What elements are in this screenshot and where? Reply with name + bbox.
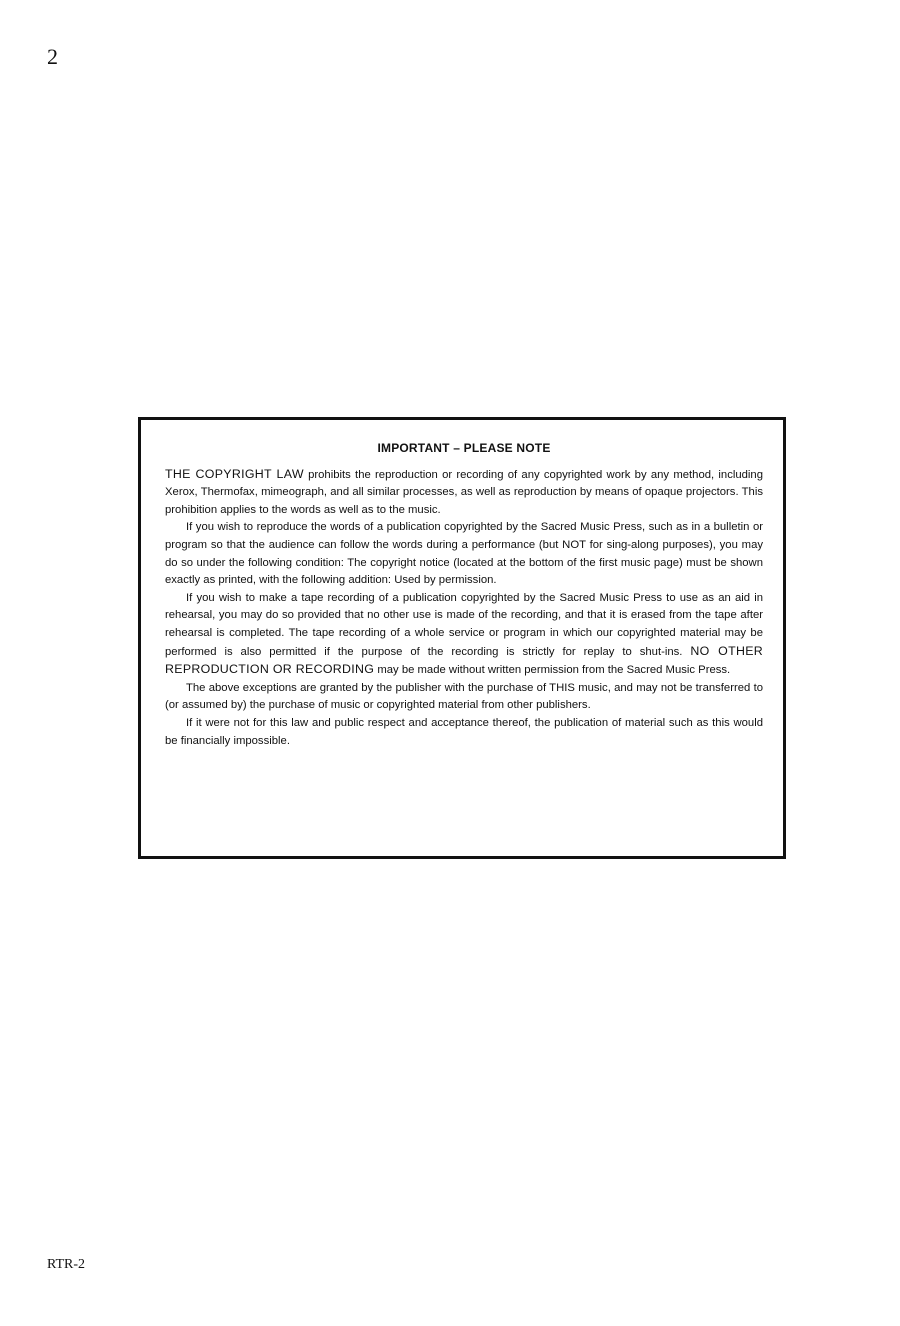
no-other-reproduction-caps: NO OTHER REPRODUCTION OR RECORDING (165, 643, 764, 677)
copyright-notice-box (138, 417, 786, 859)
notice-paragraph-1-text: prohibits the reproduction or recording of any copyrighted work by any method, including Xerox, Thermofax, mimeograph, and all similar processes, as well as reproduction by means of opaque projectors. This prohibition applies to the words as well as to the music. (165, 468, 763, 516)
notice-paragraph-4: The above exceptions are granted by the publisher with the purchase of THIS music, and may not be transferred to (or assumed by) the purchase of music or copyrighted material from other publishers. (165, 681, 763, 712)
notice-paragraph-2: If you wish to reproduce the words of a publication copyrighted by the Sacred Music Press, such as in a bulletin or program so that the audience can follow the words during a performance (but NOT for sing-along purposes), you may do so under the following condition: The copyright notice (located at the bottom of the first music page) must be shown exactly as printed, with the following addition: Used by permission. (165, 521, 763, 587)
notice-heading: IMPORTANT – PLEASE NOTE (377, 441, 551, 455)
notice-paragraph-1 (165, 466, 763, 520)
copyright-law-lead: THE COPYRIGHT LAW (165, 466, 304, 481)
notice-paragraph-5: If it were not for this law and public respect and acceptance thereof, the publication of material such as this would be financially impossible. (165, 716, 763, 747)
notice-paragraph-3-end: may be made without written permission from the Sacred Music Press. (374, 664, 731, 677)
page-number: 2 (47, 44, 58, 69)
notice-paragraph-3 (165, 590, 763, 680)
notice-paragraph-3-start: If you wish to make a tape recording of a publication copyrighted by the Sacred Music Press to use as an aid in rehearsal, you may do so provided that no other use is made of the recording, and that it is erased from the tape after rehearsal is completed. The tape recording of a whole service or program in which our copyrighted material may be performed is also permitted if the purpose of the recording is strictly for replay to shut-ins. (165, 591, 763, 658)
footer-catalog-code: RTR-2 (47, 1257, 86, 1272)
